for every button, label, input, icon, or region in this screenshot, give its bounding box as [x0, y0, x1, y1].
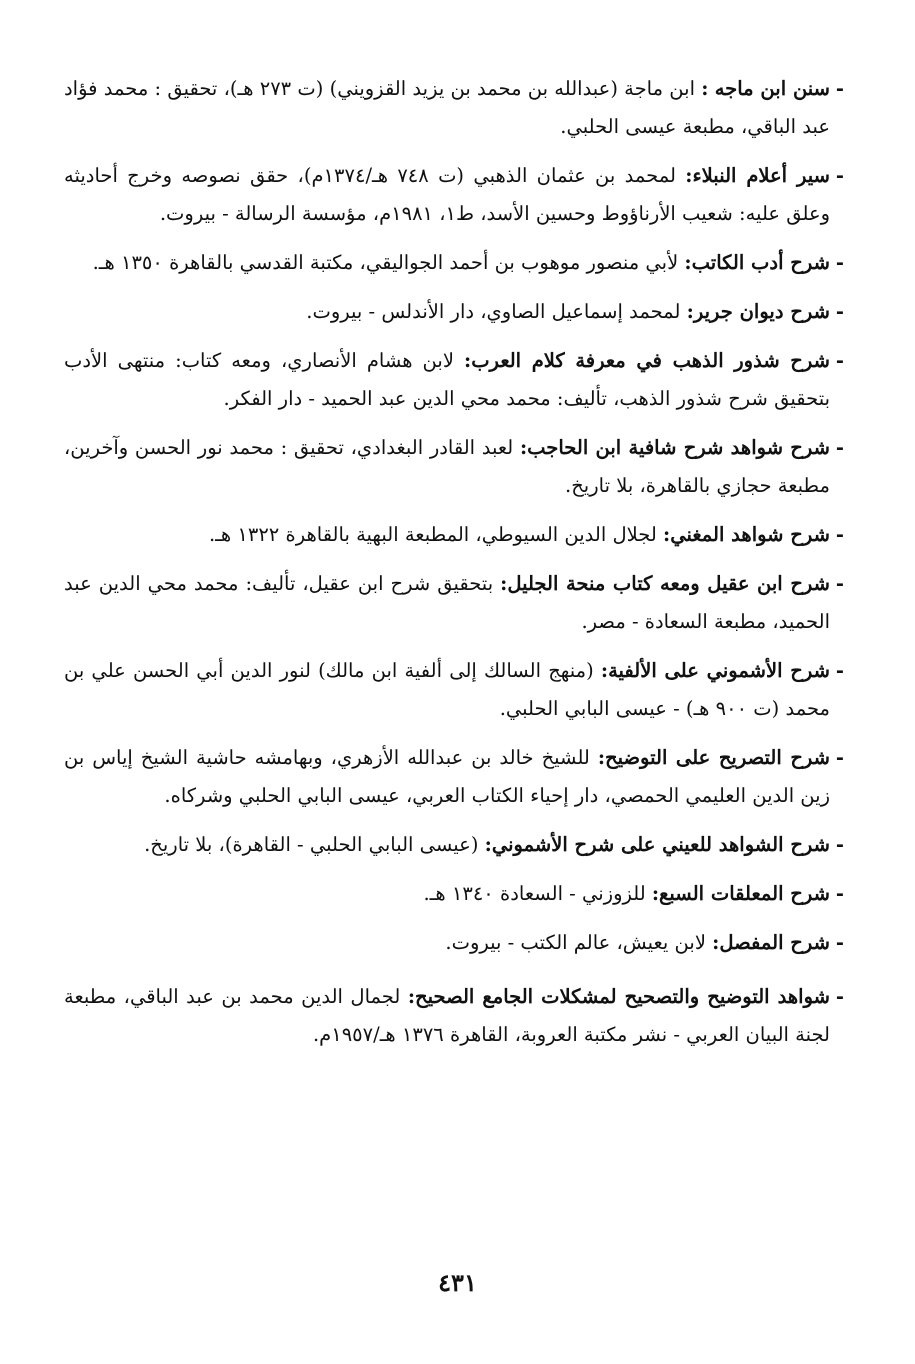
entry-title: شرح أدب الكاتب [691, 251, 830, 274]
entry-dash: - [835, 985, 844, 1008]
bibliography-entry [64, 739, 844, 815]
entry-dash: - [835, 349, 844, 372]
entry-title: شرح ابن عقيل ومعه كتاب منحة الجليل [507, 572, 831, 595]
entry-dash: - [835, 572, 844, 595]
entry-text [64, 293, 830, 331]
entry-title: شرح شواهد شرح شافية ابن الحاجب [527, 436, 830, 459]
entry-body: (عيسى البابي الحلبي - القاهرة)، بلا تاريخ. [144, 833, 479, 856]
entry-text [64, 875, 830, 913]
entry-body: لابن يعيش، عالم الكتب - بيروت. [445, 931, 706, 954]
bibliography-entry [64, 978, 844, 1054]
entry-separator: : [600, 659, 609, 682]
entry-body: لابن هشام الأنصاري، ومعه كتاب: منتهى الأدب بتحقيق شرح شذور الذهب، تأليف: محمد محي الدين عبد الحميد - دار الفكر. [64, 349, 830, 410]
entry-title: شرح التصريح على التوضيح [605, 746, 831, 769]
bibliography-entry [64, 342, 844, 418]
entry-text [64, 565, 830, 641]
entry-text [64, 924, 830, 962]
entry-separator: : [685, 164, 693, 187]
entry-text [64, 70, 830, 146]
entry-separator: : [500, 572, 508, 595]
bibliography-entry [64, 244, 844, 282]
entry-body: لمحمد بن عثمان الذهبي (ت ٧٤٨ هـ/١٣٧٤م)، حقق نصوصه وخرج أحاديثه وعلق عليه: شعيب الأرناؤوط وحسين الأسد، ط١، ١٩٨١م، مؤسسة الرسالة - بيروت. [64, 164, 830, 225]
entry-title: شرح شذور الذهب في معرفة كلام العرب [471, 349, 830, 372]
entry-text [64, 157, 830, 233]
entry-separator: : [712, 931, 720, 954]
entry-text [64, 826, 830, 864]
entry-title: شرح الشواهد للعيني على شرح الأشموني [491, 833, 830, 856]
entry-separator: : [484, 833, 492, 856]
bibliography-entry [64, 875, 844, 913]
entry-dash: - [835, 931, 844, 954]
entry-body: (منهج السالك إلى ألفية ابن مالك) لنور الدين أبي الحسن علي بن محمد (ت ٩٠٠ هـ) - عيسى البابي الحلبي. [64, 659, 830, 720]
entry-dash: - [835, 882, 844, 905]
entry-separator: : [519, 436, 528, 459]
entry-title: شرح المفصل [719, 931, 830, 954]
entry-separator: : [701, 77, 709, 100]
entry-separator: : [663, 523, 671, 546]
entry-text [64, 739, 830, 815]
bibliography-entry [64, 652, 844, 728]
entry-title: شرح شواهد المغني [670, 523, 830, 546]
entry-separator: : [464, 349, 472, 372]
entry-title: شرح الأشموني على الألفية [608, 659, 830, 682]
entry-dash: - [835, 164, 844, 187]
bibliography-entry [64, 826, 844, 864]
entry-dash: - [835, 251, 844, 274]
entry-separator: : [684, 251, 692, 274]
bibliography-page [64, 70, 844, 1065]
bibliography-entry [64, 565, 844, 641]
page-number: ٤٣١ [438, 1268, 477, 1297]
entry-text [64, 342, 830, 418]
entry-title: شرح المعلقات السبع [659, 882, 830, 905]
entry-title: شواهد التوضيح والتصحيح لمشكلات الجامع الصحيح [415, 985, 830, 1008]
entry-body: للزوزني - السعادة ١٣٤٠ هـ. [423, 882, 646, 905]
bibliography-entry [64, 70, 844, 146]
bibliography-entry [64, 429, 844, 505]
entry-text [64, 652, 830, 728]
entry-body: لعبد القادر البغدادي، تحقيق : محمد نور الحسن وآخرين، مطبعة حجازي بالقاهرة، بلا تاريخ. [64, 436, 830, 497]
entry-title: سنن ابن ماجه [714, 77, 831, 100]
entry-body: ابن ماجة (عبدالله بن محمد بن يزيد القزويني) (ت ٢٧٣ هـ)، تحقيق : محمد فؤاد عبد الباقي، مطبعة عيسى الحلبي. [64, 77, 830, 138]
bibliography-entry [64, 924, 844, 962]
entry-separator: : [597, 746, 606, 769]
entry-dash: - [835, 659, 844, 682]
entry-dash: - [835, 523, 844, 546]
entry-dash: - [835, 436, 844, 459]
entry-body: لمحمد إسماعيل الصاوي، دار الأندلس - بيروت. [306, 300, 681, 323]
entry-title: سير أعلام النبلاء [692, 164, 830, 187]
entry-dash: - [835, 77, 844, 100]
entry-separator: : [686, 300, 694, 323]
bibliography-entry [64, 516, 844, 554]
entry-body: لجمال الدين محمد بن عبد الباقي، مطبعة لجنة البيان العربي - نشر مكتبة العروبة، القاهرة ١٣٧٦ هـ/١٩٥٧م. [64, 985, 830, 1046]
entry-text [64, 244, 830, 282]
entry-body: للشيخ خالد بن عبدالله الأزهري، وبهامشه حاشية الشيخ إياس بن زين الدين العليمي الحمصي، دار إحياء الكتاب العربي، عيسى البابي الحلبي وشركاه. [64, 746, 830, 807]
entry-text [64, 429, 830, 505]
bibliography-entry [64, 293, 844, 331]
bibliography-entry [64, 157, 844, 233]
entry-body: لجلال الدين السيوطي، المطبعة البهية بالقاهرة ١٣٢٢ هـ. [208, 523, 657, 546]
entry-dash: - [835, 833, 844, 856]
entry-separator: : [407, 985, 416, 1008]
entry-separator: : [651, 882, 660, 905]
entry-dash: - [835, 300, 844, 323]
entry-body: لأبي منصور موهوب بن أحمد الجواليقي، مكتبة القدسي بالقاهرة ١٣٥٠ هـ. [92, 251, 679, 274]
entry-body: بتحقيق شرح ابن عقيل، تأليف: محمد محي الدين عبد الحميد، مطبعة السعادة - مصر. [64, 572, 830, 633]
entry-text [64, 978, 830, 1054]
entry-title: شرح ديوان جرير [693, 300, 830, 323]
entry-text [64, 516, 830, 554]
entry-dash: - [835, 746, 844, 769]
